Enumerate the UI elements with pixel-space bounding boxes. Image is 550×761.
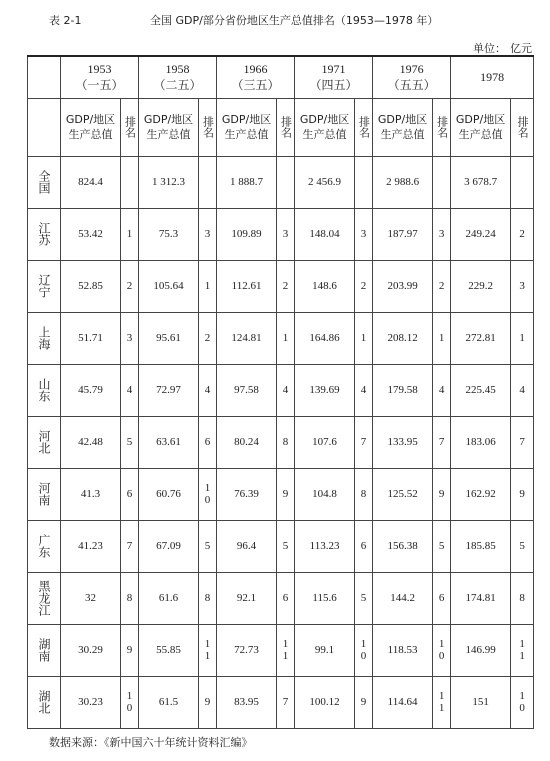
gdp-value-cell: 183.06: [451, 416, 511, 468]
table-row: [28, 312, 534, 364]
rank-value: 3: [516, 280, 529, 292]
rank-value-cell: [433, 416, 451, 468]
rank-value-cell: [199, 156, 217, 208]
gdp-value-cell: 107.6: [295, 416, 355, 468]
gdp-value-cell: 76.39: [217, 468, 277, 520]
rank-value: 4: [123, 384, 136, 396]
gdp-value-cell: 95.61: [139, 312, 199, 364]
rank-value-cell: [121, 572, 139, 624]
gdp-value-cell: 824.4: [61, 156, 121, 208]
gdp-ranking-table: [27, 55, 534, 729]
rank-value: 1: [516, 332, 529, 344]
rank-value-cell: [433, 208, 451, 260]
gdp-value-cell: 208.12: [373, 312, 433, 364]
rank-value: 5: [201, 540, 214, 552]
rank-value: 1: [357, 332, 370, 344]
gdp-value-cell: 97.58: [217, 364, 277, 416]
region-cell: [28, 468, 61, 520]
rank-subheader: 排名: [511, 98, 534, 156]
rank-value-cell: [433, 572, 451, 624]
table-row: [28, 208, 534, 260]
rank-value-cell: [199, 364, 217, 416]
rank-value-cell: [121, 676, 139, 728]
rank-value-cell: [199, 624, 217, 676]
rank-value: 8: [516, 592, 529, 604]
gdp-value-cell: 179.58: [373, 364, 433, 416]
rank-value: 2: [516, 228, 529, 240]
region-cell: [28, 572, 61, 624]
gdp-value-cell: 185.85: [451, 520, 511, 572]
rank-value: 1: [435, 332, 448, 344]
table-header: [28, 56, 534, 156]
rank-value: 11: [279, 638, 292, 662]
region-label: 江苏: [37, 222, 51, 246]
gdp-value-cell: 146.99: [451, 624, 511, 676]
region-label: 湖南: [37, 638, 51, 662]
rank-value: 6: [357, 540, 370, 552]
rank-value: 7: [123, 540, 136, 552]
region-cell: [28, 676, 61, 728]
rank-value: 3: [201, 228, 214, 240]
rank-value-cell: [511, 312, 534, 364]
gdp-value-cell: 60.76: [139, 468, 199, 520]
rank-value: 5: [279, 540, 292, 552]
rank-value: 10: [123, 690, 136, 714]
unit-value: 亿元: [510, 42, 532, 55]
gdp-value-cell: 92.1: [217, 572, 277, 624]
rank-value-cell: [121, 312, 139, 364]
rank-value: 8: [201, 592, 214, 604]
rank-value: 2: [435, 280, 448, 292]
rank-value-cell: [511, 364, 534, 416]
year-header: [61, 56, 139, 98]
year-label: 1958: [165, 62, 190, 77]
unit-label: 单位：: [473, 42, 506, 55]
plan-label: （五五）: [387, 78, 436, 93]
year-header: [295, 56, 373, 98]
rank-value: 9: [516, 488, 529, 500]
gdp-value-cell: 3 678.7: [451, 156, 511, 208]
rank-value: 3: [279, 228, 292, 240]
rank-value-cell: [433, 468, 451, 520]
rank-value-cell: [121, 156, 139, 208]
rank-value-cell: [199, 572, 217, 624]
region-label: 辽宁: [37, 274, 51, 298]
gdp-value-cell: 225.45: [451, 364, 511, 416]
rank-value: 9: [435, 488, 448, 500]
gdp-value-cell: 100.12: [295, 676, 355, 728]
region-label: 湖北: [37, 690, 51, 714]
gdp-subheader: GDP/地区生产总值: [451, 98, 511, 156]
gdp-subheader: GDP/地区生产总值: [373, 98, 433, 156]
gdp-value-cell: 75.3: [139, 208, 199, 260]
gdp-value-cell: 164.86: [295, 312, 355, 364]
gdp-value-cell: 139.69: [295, 364, 355, 416]
rank-value-cell: [121, 364, 139, 416]
gdp-value-cell: 53.42: [61, 208, 121, 260]
rank-value: 6: [123, 488, 136, 500]
rank-value-cell: [277, 156, 295, 208]
rank-subheader: 排名: [199, 98, 217, 156]
rank-subheader: 排名: [433, 98, 451, 156]
gdp-value-cell: 80.24: [217, 416, 277, 468]
region-cell: [28, 312, 61, 364]
gdp-value-cell: 187.97: [373, 208, 433, 260]
rank-value-cell: [511, 572, 534, 624]
gdp-value-cell: 272.81: [451, 312, 511, 364]
gdp-value-cell: 229.2: [451, 260, 511, 312]
gdp-value-cell: 30.23: [61, 676, 121, 728]
rank-value-cell: [511, 208, 534, 260]
gdp-value-cell: 2 988.6: [373, 156, 433, 208]
rank-value: 9: [201, 696, 214, 708]
rank-value-cell: [121, 416, 139, 468]
rank-value: 7: [357, 436, 370, 448]
rank-value-cell: [511, 520, 534, 572]
rank-value-cell: [355, 572, 373, 624]
gdp-value-cell: 45.79: [61, 364, 121, 416]
gdp-value-cell: 104.8: [295, 468, 355, 520]
gdp-value-cell: 113.23: [295, 520, 355, 572]
rank-value-cell: [121, 624, 139, 676]
rank-value-cell: [199, 208, 217, 260]
gdp-value-cell: 61.6: [139, 572, 199, 624]
rank-value: 7: [516, 436, 529, 448]
region-label: 河南: [37, 482, 51, 506]
gdp-value-cell: 30.29: [61, 624, 121, 676]
table-row: [28, 572, 534, 624]
gdp-value-cell: 115.6: [295, 572, 355, 624]
gdp-value-cell: 99.1: [295, 624, 355, 676]
rank-value: 2: [357, 280, 370, 292]
rank-value-cell: [511, 260, 534, 312]
rank-value-cell: [277, 676, 295, 728]
rank-value: 2: [123, 280, 136, 292]
gdp-value-cell: 118.53: [373, 624, 433, 676]
rank-value-cell: [355, 468, 373, 520]
gdp-value-cell: 148.04: [295, 208, 355, 260]
rank-value-cell: [121, 520, 139, 572]
gdp-subheader: GDP/地区生产总值: [295, 98, 355, 156]
rank-value-cell: [433, 676, 451, 728]
rank-value-cell: [277, 260, 295, 312]
rank-value-cell: [355, 208, 373, 260]
year-label: 1966: [243, 62, 268, 77]
rank-subheader: 排名: [355, 98, 373, 156]
gdp-value-cell: 125.52: [373, 468, 433, 520]
table-body: [28, 156, 534, 728]
rank-value-cell: [199, 520, 217, 572]
table-row: [28, 364, 534, 416]
rank-value-cell: [277, 572, 295, 624]
corner-cell: [28, 56, 61, 98]
region-cell: [28, 520, 61, 572]
rank-value-cell: [433, 312, 451, 364]
region-cell: [28, 416, 61, 468]
region-cell: [28, 156, 61, 208]
gdp-value-cell: 83.95: [217, 676, 277, 728]
table-row: [28, 520, 534, 572]
gdp-value-cell: 174.81: [451, 572, 511, 624]
rank-value-cell: [511, 416, 534, 468]
year-label: 1953: [87, 62, 112, 77]
rank-value: 4: [357, 384, 370, 396]
gdp-value-cell: 109.89: [217, 208, 277, 260]
gdp-value-cell: 42.48: [61, 416, 121, 468]
gdp-value-cell: 124.81: [217, 312, 277, 364]
rank-value-cell: [355, 520, 373, 572]
gdp-value-cell: 96.4: [217, 520, 277, 572]
rank-value: 6: [201, 436, 214, 448]
gdp-value-cell: 55.85: [139, 624, 199, 676]
rank-value: 10: [516, 690, 529, 714]
rank-value: 8: [123, 592, 136, 604]
region-label: 上海: [37, 326, 51, 350]
rank-value-cell: [199, 312, 217, 364]
rank-value: 5: [357, 592, 370, 604]
gdp-value-cell: 63.61: [139, 416, 199, 468]
rank-value: 8: [279, 436, 292, 448]
gdp-subheader: GDP/地区生产总值: [217, 98, 277, 156]
rank-value: 4: [201, 384, 214, 396]
data-source-note: 数据来源：《新中国六十年统计资料汇编》: [49, 736, 253, 749]
gdp-subheader: GDP/地区生产总值: [61, 98, 121, 156]
gdp-value-cell: 51.71: [61, 312, 121, 364]
table-row: [28, 676, 534, 728]
rank-value-cell: [121, 208, 139, 260]
rank-value-cell: [511, 468, 534, 520]
gdp-value-cell: 1 888.7: [217, 156, 277, 208]
gdp-value-cell: 162.92: [451, 468, 511, 520]
rank-value-cell: [433, 520, 451, 572]
year-label: 1976: [399, 62, 424, 77]
rank-value-cell: [277, 208, 295, 260]
rank-value-cell: [277, 468, 295, 520]
region-label: 黑龙江: [37, 580, 51, 616]
region-cell: [28, 624, 61, 676]
gdp-value-cell: 1 312.3: [139, 156, 199, 208]
gdp-value-cell: 114.64: [373, 676, 433, 728]
rank-value: 11: [201, 638, 214, 662]
rank-value: 6: [279, 592, 292, 604]
year-header-row: [28, 56, 534, 98]
plan-label: （二五）: [153, 78, 202, 93]
rank-value-cell: [121, 260, 139, 312]
rank-value: 10: [357, 638, 370, 662]
rank-value: 8: [357, 488, 370, 500]
rank-value-cell: [433, 260, 451, 312]
gdp-value-cell: 67.09: [139, 520, 199, 572]
gdp-value-cell: 32: [61, 572, 121, 624]
rank-subheader: 排名: [121, 98, 139, 156]
gdp-subheader: GDP/地区生产总值: [139, 98, 199, 156]
rank-value-cell: [355, 364, 373, 416]
rank-subheader: 排名: [277, 98, 295, 156]
rank-value-cell: [433, 364, 451, 416]
rank-value: 5: [435, 540, 448, 552]
gdp-value-cell: 61.5: [139, 676, 199, 728]
rank-value: 1: [123, 228, 136, 240]
year-header: [373, 56, 451, 98]
rank-value: 1: [201, 280, 214, 292]
year-header: [139, 56, 217, 98]
rank-value: 9: [123, 644, 136, 656]
rank-value: 10: [201, 482, 214, 506]
gdp-value-cell: 52.85: [61, 260, 121, 312]
table-row: [28, 156, 534, 208]
rank-value-cell: [511, 676, 534, 728]
rank-value: 5: [516, 540, 529, 552]
rank-value: 9: [357, 696, 370, 708]
rank-value-cell: [199, 468, 217, 520]
plan-label: （一五）: [75, 78, 124, 93]
region-cell: [28, 208, 61, 260]
gdp-value-cell: 133.95: [373, 416, 433, 468]
rank-value-cell: [199, 416, 217, 468]
year-label: 1971: [321, 62, 346, 77]
rank-value: 10: [435, 638, 448, 662]
region-cell: [28, 364, 61, 416]
rank-value: 6: [435, 592, 448, 604]
rank-value: 2: [201, 332, 214, 344]
plan-label: （三五）: [231, 78, 280, 93]
gdp-value-cell: 151: [451, 676, 511, 728]
gdp-value-cell: 41.23: [61, 520, 121, 572]
region-header-cell: [28, 98, 61, 156]
rank-value-cell: [277, 364, 295, 416]
rank-value: 2: [279, 280, 292, 292]
rank-value-cell: [355, 676, 373, 728]
table-number: 表 2-1: [49, 14, 82, 27]
rank-value: 11: [435, 690, 448, 714]
rank-value: 5: [123, 436, 136, 448]
gdp-value-cell: 105.64: [139, 260, 199, 312]
rank-value-cell: [355, 624, 373, 676]
gdp-value-cell: 156.38: [373, 520, 433, 572]
rank-value: 3: [435, 228, 448, 240]
region-cell: [28, 260, 61, 312]
table-title: 全国 GDP/部分省份地区生产总值排名（1953—1978 年）: [150, 14, 439, 27]
rank-value-cell: [355, 312, 373, 364]
plan-label: （四五）: [309, 78, 358, 93]
rank-value: 3: [123, 332, 136, 344]
rank-value-cell: [355, 156, 373, 208]
year-header: [451, 56, 534, 98]
gdp-value-cell: 72.73: [217, 624, 277, 676]
region-label: 河北: [37, 430, 51, 454]
region-label: 山东: [37, 378, 51, 402]
rank-value-cell: [433, 156, 451, 208]
rank-value-cell: [511, 156, 534, 208]
gdp-value-cell: 144.2: [373, 572, 433, 624]
rank-value-cell: [199, 260, 217, 312]
rank-value-cell: [511, 624, 534, 676]
unit-note: [473, 40, 532, 56]
gdp-value-cell: 72.97: [139, 364, 199, 416]
gdp-value-cell: 2 456.9: [295, 156, 355, 208]
rank-value-cell: [433, 624, 451, 676]
rank-value-cell: [121, 468, 139, 520]
table-row: [28, 468, 534, 520]
year-header: [217, 56, 295, 98]
rank-value-cell: [277, 416, 295, 468]
table-row: [28, 416, 534, 468]
rank-value: 4: [435, 384, 448, 396]
table-caption: [0, 12, 550, 32]
gdp-value-cell: 148.6: [295, 260, 355, 312]
rank-value: 3: [357, 228, 370, 240]
subheader-row: [28, 98, 534, 156]
rank-value: 7: [435, 436, 448, 448]
rank-value-cell: [277, 624, 295, 676]
region-label: 广东: [37, 534, 51, 558]
rank-value: 9: [279, 488, 292, 500]
rank-value: 7: [279, 696, 292, 708]
rank-value-cell: [277, 520, 295, 572]
rank-value: 1: [279, 332, 292, 344]
rank-value: 11: [516, 638, 529, 662]
rank-value-cell: [277, 312, 295, 364]
region-label: 全国: [37, 170, 51, 194]
rank-value: 4: [279, 384, 292, 396]
gdp-value-cell: 41.3: [61, 468, 121, 520]
rank-value-cell: [355, 416, 373, 468]
rank-value-cell: [355, 260, 373, 312]
gdp-value-cell: 249.24: [451, 208, 511, 260]
table-row: [28, 624, 534, 676]
table-row: [28, 260, 534, 312]
gdp-value-cell: 112.61: [217, 260, 277, 312]
rank-value: 4: [516, 384, 529, 396]
gdp-value-cell: 203.99: [373, 260, 433, 312]
year-label: 1978: [480, 70, 505, 85]
rank-value-cell: [199, 676, 217, 728]
